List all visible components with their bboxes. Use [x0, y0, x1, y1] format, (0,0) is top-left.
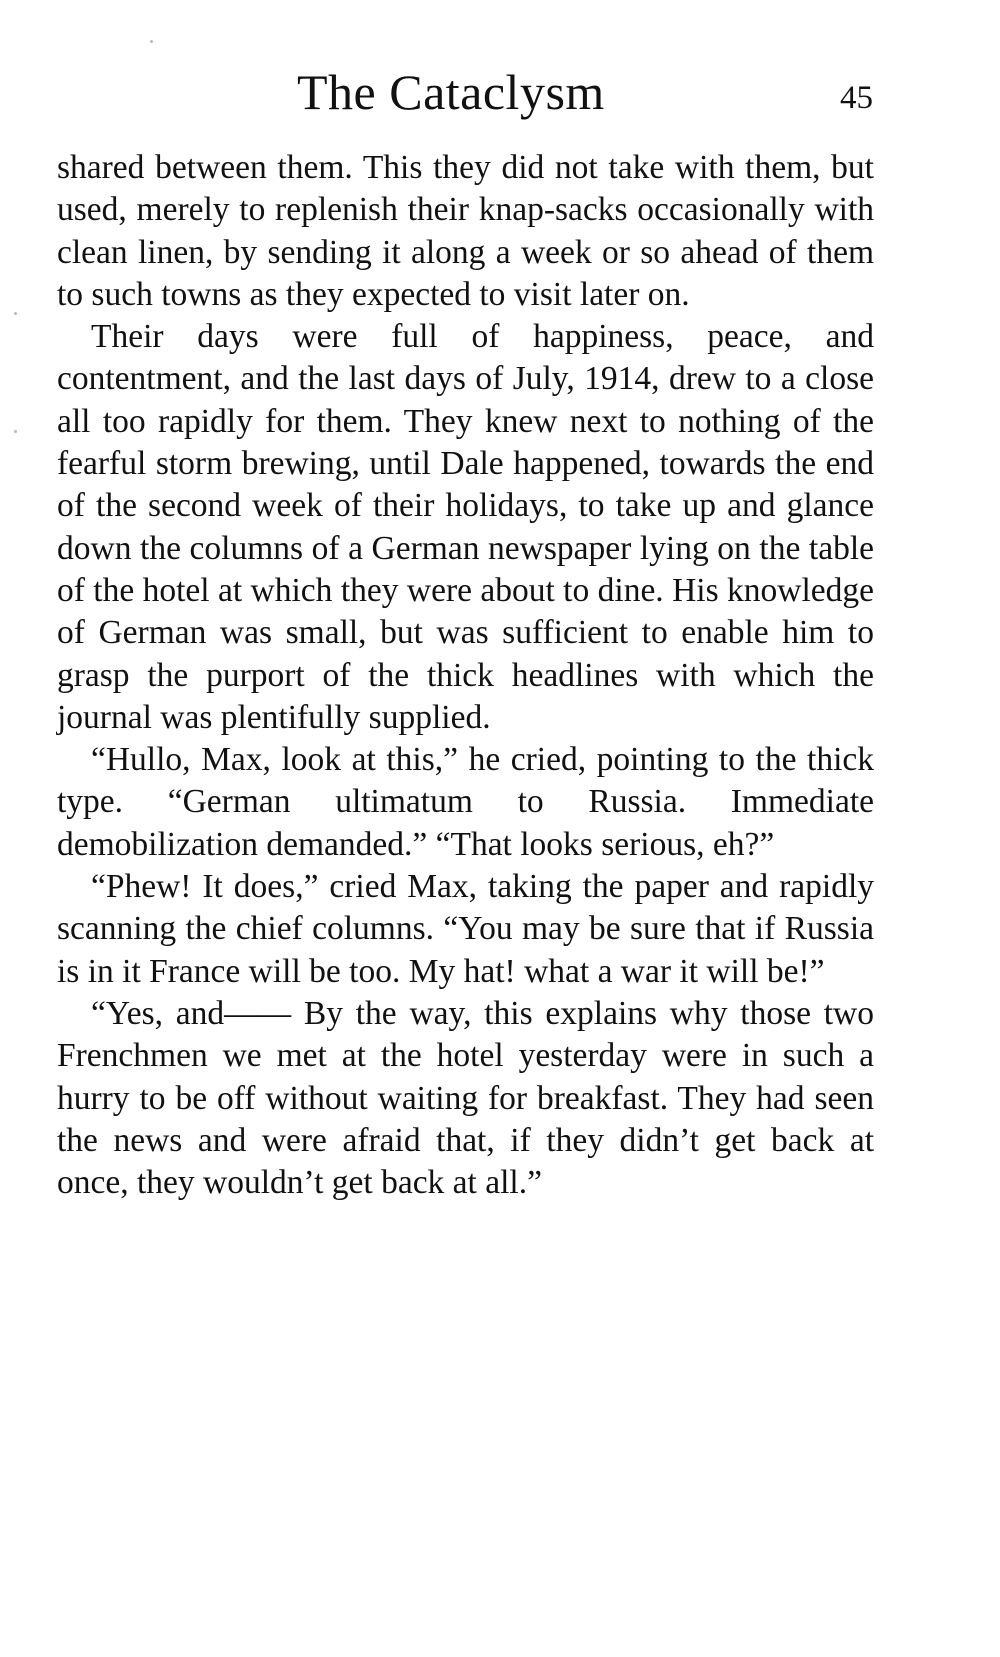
paragraph: Their days were full of happiness, peace, and contentment, and the last days of July, 1914, drew to a close all too rapidly for them. They knew next to nothing of the fearful storm brewing, until Dale happened, towards the end of the second week of their holidays, to take up and glance down the columns of a German newspaper lying on the table of the hotel at which they were about to dine. His knowledge of German was small, but was sufficient to enable him to grasp the purport of the thick headlines with which the journal was plentifully supplied. — [57, 318, 874, 736]
scan-speck — [14, 312, 17, 315]
paragraph: “Hullo, Max, look at this,” he cried, pointing to the thick type. “German ultimatum to Russia. Immediate demobilization demanded.” “That looks serious, eh?” — [57, 741, 874, 863]
body-text — [57, 147, 874, 1204]
paragraph: “Phew! It does,” cried Max, taking the paper and rapidly scanning the chief columns. “You may be sure that if Russia is in it France will be too. My hat! what a war it will be!” — [57, 868, 874, 990]
paragraph-continued: shared between them. This they did not take with them, but used, merely to replenish their knap-sacks occasionally with clean linen, by sending it along a week or so ahead of them to such towns as they expected to visit later on. — [57, 149, 874, 313]
scan-speck — [150, 40, 153, 43]
paragraph: “Yes, and—— By the way, this explains why those two Frenchmen we met at the hotel yesterday were in such a hurry to be off without waiting for breakfast. They had seen the news and were afraid that, if they didn’t get back at once, they wouldn’t get back at all.” — [57, 994, 874, 1202]
running-head — [0, 62, 1000, 122]
scan-speck — [14, 430, 17, 433]
page-number: 45 — [840, 80, 873, 116]
running-title: The Cataclysm — [297, 64, 605, 120]
